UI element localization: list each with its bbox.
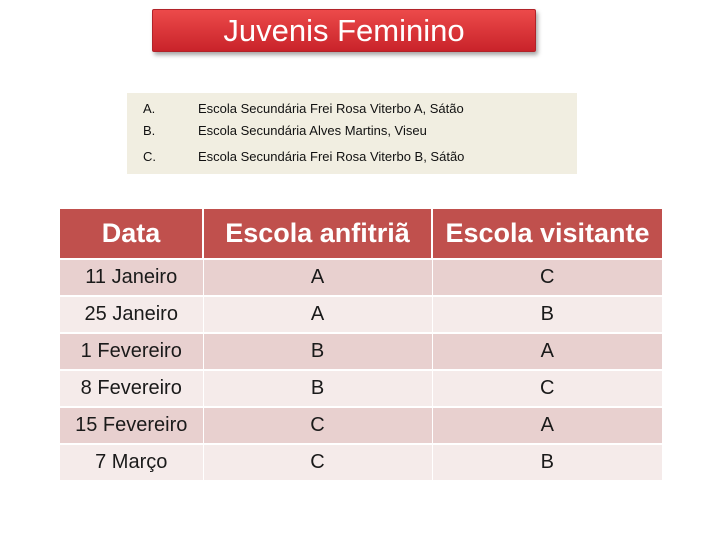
header-visiting-school: Escola visitante [432, 209, 662, 259]
cell-visitor: C [432, 370, 662, 407]
cell-host: B [203, 370, 432, 407]
page-title: Juvenis Feminino [152, 9, 536, 52]
legend-school-name: Escola Secundária Alves Martins, Viseu [198, 123, 427, 138]
legend-letter: A. [143, 101, 156, 116]
cell-date: 7 Março [60, 444, 203, 480]
cell-date: 11 Janeiro [60, 259, 203, 296]
cell-host: A [203, 296, 432, 333]
table-row [60, 370, 662, 407]
cell-visitor: C [432, 259, 662, 296]
legend-letter: C. [143, 149, 156, 164]
legend-school-name: Escola Secundária Frei Rosa Viterbo A, Sátão [198, 101, 464, 116]
schools-legend [127, 93, 577, 174]
header-date: Data [60, 209, 203, 259]
cell-host: B [203, 333, 432, 370]
cell-visitor: B [432, 444, 662, 480]
table-row [60, 259, 662, 296]
table-row [60, 444, 662, 480]
cell-visitor: B [432, 296, 662, 333]
cell-date: 25 Janeiro [60, 296, 203, 333]
cell-host: A [203, 259, 432, 296]
schedule-table [60, 209, 662, 480]
cell-visitor: A [432, 407, 662, 444]
cell-date: 15 Fevereiro [60, 407, 203, 444]
table-row [60, 296, 662, 333]
legend-school-name: Escola Secundária Frei Rosa Viterbo B, Sátão [198, 149, 465, 164]
cell-host: C [203, 407, 432, 444]
cell-date: 8 Fevereiro [60, 370, 203, 407]
table-row [60, 407, 662, 444]
table-row [60, 333, 662, 370]
cell-host: C [203, 444, 432, 480]
cell-visitor: A [432, 333, 662, 370]
cell-date: 1 Fevereiro [60, 333, 203, 370]
legend-letter: B. [143, 123, 156, 138]
header-host-school: Escola anfitriã [203, 209, 432, 259]
table-header-row [60, 209, 662, 259]
